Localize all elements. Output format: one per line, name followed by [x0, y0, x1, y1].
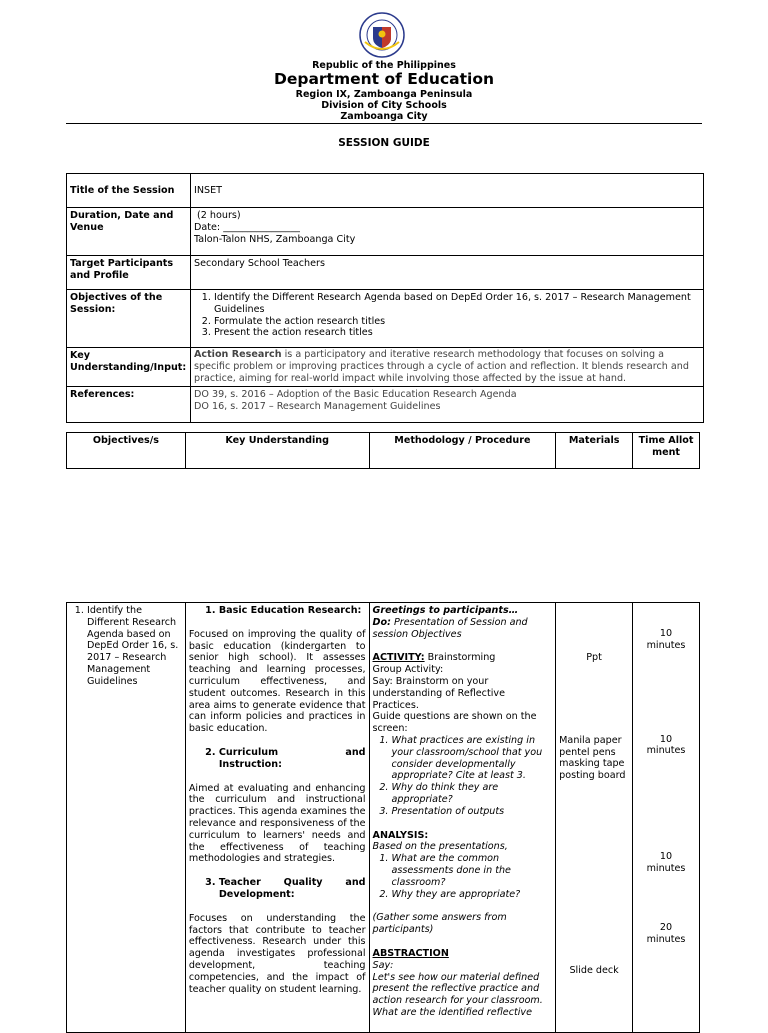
m-question: 1. What practices are existing in your classroom/school that you consider developmentally appropriate? Cite at least 3. [392, 735, 553, 782]
m-activity-label: ACTIVITY: [372, 652, 425, 664]
duration-label: Duration, Date and Venue [67, 208, 191, 256]
session-info-table [66, 173, 704, 423]
duration-venue: Talon-Talon NHS, Zamboanga City [193, 233, 356, 245]
session-plan-table [66, 602, 700, 1033]
row-participants [67, 256, 704, 290]
col-time: Time Allotment [633, 433, 700, 469]
references-value [190, 387, 703, 423]
ku3-text: Focuses on understanding the factors that contribute to teacher effectiveness. Research under this agenda investigates professional development, teaching competencies, and the impact of teacher quality on student learning. [188, 912, 366, 995]
ku3-title: 3. Teacher Quality and Development: [219, 877, 366, 901]
col-materials: Materials [556, 433, 633, 469]
m-based: Based on the presentations, [372, 841, 508, 853]
m-analysis-question: 2. Why they are appropriate? [392, 889, 553, 901]
header-rule [66, 123, 702, 124]
row-objectives [67, 290, 704, 348]
m-greet: Greetings to participants… [372, 605, 519, 616]
objective-item: 2. Formulate the action research titles [214, 316, 700, 328]
duration-value [190, 208, 703, 256]
row-key-understanding [67, 348, 704, 387]
m-do-text: Presentation of Session and session Objectives [372, 616, 528, 640]
m-group: Group Activity: [372, 664, 444, 676]
material-item: Manila paper [559, 734, 622, 746]
row-duration [67, 208, 704, 256]
cell-materials [556, 603, 633, 1033]
m-say: Say: Brainstorm on your understanding of Reflective Practices. [372, 675, 505, 711]
time-1: 10 minutes [646, 628, 686, 651]
reference-item: DO 16, s. 2017 – Research Management Guidelines [193, 401, 441, 413]
plan-objective-item: 1. Identify the Different Research Agenda based on DepEd Order 16, s. 2017 – Research Management Guidelines [87, 605, 182, 688]
row-references [67, 387, 704, 423]
material-item: masking tape [559, 758, 625, 770]
cell-objectives [67, 603, 186, 1033]
ku2-title: 2. Curriculum and Instruction: [219, 747, 366, 771]
col-methodology: Methodology / Procedure [369, 433, 556, 469]
reference-item: DO 39, s. 2016 – Adoption of the Basic Education Research Agenda [193, 389, 517, 401]
key-label: Key Understanding/Input: [67, 348, 191, 387]
objective-item: 3. Present the action research titles [214, 327, 700, 339]
cell-methodology [369, 603, 556, 1033]
m-activity-text: Brainstorming [424, 652, 496, 664]
references-label: References: [67, 387, 191, 423]
ku1-text: Focused on improving the quality of basic education (kindergarten to senior high school). It assesses teaching and learning processes, curriculum effectiveness, and student outcomes. Research in this area aims to generate evidence that can inform policies and practices in basic education. [188, 628, 366, 735]
m-lets: Let's see how our material defined present the reflective practice and action research for your classroom. [372, 971, 543, 1007]
header-republic: Republic of the Philippines [312, 60, 456, 71]
m-do [373, 617, 553, 641]
row-title [67, 174, 704, 208]
duration-date: Date: ________________ [193, 221, 300, 233]
ku1-title: 1. Basic Education Research: [219, 605, 366, 617]
title-label: Title of the Session [67, 174, 191, 208]
material-item: pentel pens [559, 746, 616, 758]
header-department: Department of Education [273, 70, 495, 88]
objectives-label: Objectives of the Session: [67, 290, 191, 348]
key-value [190, 348, 703, 387]
title-value: INSET [190, 174, 703, 208]
m-abstraction: ABSTRACTION [372, 947, 449, 959]
material-slide-deck: Slide deck [569, 964, 619, 976]
objective-item: 1. Identify the Different Research Agenda based on DepEd Order 16, s. 2017 – Research Management Guidelines [214, 292, 700, 316]
header-city: Zamboanga City [340, 111, 428, 122]
col-key-understanding: Key Understanding [185, 433, 369, 469]
material-ppt: Ppt [586, 652, 602, 663]
m-what: What are the identified reflective [372, 1006, 532, 1018]
time-2: 10 minutes [646, 733, 686, 757]
key-term: Action Research [193, 349, 282, 360]
m-question: 3. Presentation of outputs [392, 806, 553, 818]
participants-value: Secondary School Teachers [190, 256, 703, 290]
cell-key-understanding [185, 603, 369, 1033]
ku2-text: Aimed at evaluating and enhancing the curriculum and instructional practices. This agenda examines the relevance and responsiveness of the curriculum to learners' needs and the effectiveness of teaching methodologies and strategies. [188, 782, 366, 865]
time-4: 20 minutes [646, 921, 686, 945]
col-objectives: Objectives/s [67, 433, 186, 469]
m-question: 2. Why do think they are appropriate? [392, 782, 553, 806]
m-analysis-question: 1. What are the common assessments done in the classroom? [392, 853, 553, 888]
m-guide: Guide questions are shown on the screen: [372, 711, 537, 735]
m-do-label: Do: [372, 616, 391, 628]
time-3: 10 minutes [646, 851, 686, 874]
doc-title: SESSION GUIDE [338, 137, 430, 149]
header-region: Region IX, Zamboanga Peninsula [295, 89, 473, 100]
cell-time [633, 603, 700, 1033]
key-text: is a participatory and iterative research methodology that focuses on solving a specific problem or improving practices through a cycle of action and reflection. It blends research and practice, aiming for real-world impact while involving those affected by the issue at hand. [193, 349, 689, 384]
session-columns-table [66, 432, 700, 469]
m-say2: Say: [372, 959, 394, 971]
header-division: Division of City Schools [321, 100, 447, 111]
material-item: posting board [559, 770, 626, 782]
participants-label: Target Participants and Profile [67, 256, 191, 290]
deped-seal [359, 12, 405, 58]
m-analysis: ANALYSIS: [372, 829, 429, 841]
m-gather: (Gather some answers from participants) [372, 912, 507, 936]
duration-hours: (2 hours) [193, 210, 241, 221]
m-activity [373, 652, 553, 664]
objectives-value [190, 290, 703, 348]
